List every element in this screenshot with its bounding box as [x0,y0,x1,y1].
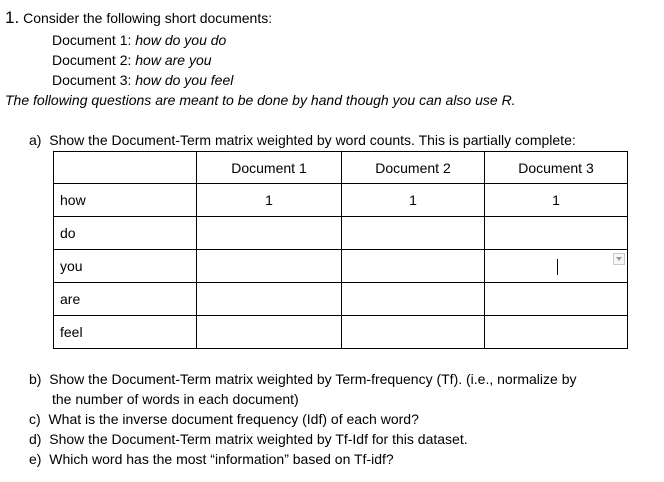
term-cell: do [54,217,197,250]
part-c [29,411,419,427]
part-b [29,371,577,387]
part-label: c) [29,411,41,427]
value-cell[interactable] [197,316,342,349]
term-cell: feel [54,316,197,349]
table-row [54,250,628,283]
part-text: What is the inverse document frequency (Idf) of each word? [48,411,419,427]
table-row [54,217,628,250]
value-cell[interactable]: 1 [485,184,628,217]
document-1-line [52,32,226,48]
term-cell: are [54,283,197,316]
value-cell[interactable] [342,283,485,316]
text-cursor [557,259,558,275]
table-header-cell [54,152,197,184]
document-label: Document 1: [52,32,132,48]
table-header-cell: Document 3 [485,152,628,184]
question-prompt: Consider the following short documents: [23,10,273,26]
document-label: Document 3: [52,72,132,88]
table-row [54,316,628,349]
note-text: The following questions are meant to be done by hand though you can also use R. [5,92,516,108]
value-cell[interactable] [342,217,485,250]
value-cell[interactable] [485,283,628,316]
document-text: how do you feel [135,72,234,88]
question-number: 1. [5,8,20,27]
part-label: a) [29,132,42,148]
document-label: Document 2: [52,52,132,68]
document-text: how are you [135,52,212,68]
table-header-cell: Document 1 [197,152,342,184]
table-row [54,184,628,217]
value-cell[interactable] [485,217,628,250]
part-text: the number of words in each document) [52,391,299,407]
value-cell[interactable] [342,250,485,283]
part-text: Show the Document-Term matrix weighted by word counts. This is partially complete: [49,132,576,148]
part-label: d) [29,431,42,447]
table-header-row [54,152,628,184]
part-text: Show the Document-Term matrix weighted by Tf-Idf for this dataset. [49,431,468,447]
value-cell[interactable] [485,316,628,349]
document-3-line [52,72,233,88]
value-cell-active[interactable] [485,250,628,283]
value-cell[interactable] [197,250,342,283]
table-row [54,283,628,316]
question-heading [5,8,272,28]
part-a [29,132,576,148]
term-cell: you [54,250,197,283]
dropdown-arrow-icon[interactable] [613,253,625,265]
term-cell: how [54,184,197,217]
table-header-cell: Document 2 [342,152,485,184]
document-term-matrix [53,151,628,349]
part-label: e) [29,451,42,467]
part-text: Which word has the most “information” based on Tf-idf? [49,451,394,467]
part-d [29,431,468,447]
part-b-continued [52,391,299,407]
document-2-line [52,52,212,68]
value-cell[interactable] [197,217,342,250]
part-e [29,451,394,467]
value-cell[interactable] [197,283,342,316]
part-label: b) [29,371,42,387]
instructions-note [5,92,516,108]
value-cell[interactable]: 1 [342,184,485,217]
value-cell[interactable]: 1 [197,184,342,217]
document-text: how do you do [135,32,227,48]
value-cell[interactable] [342,316,485,349]
part-text: Show the Document-Term matrix weighted by Term-frequency (Tf). (i.e., normalize by [49,371,577,387]
